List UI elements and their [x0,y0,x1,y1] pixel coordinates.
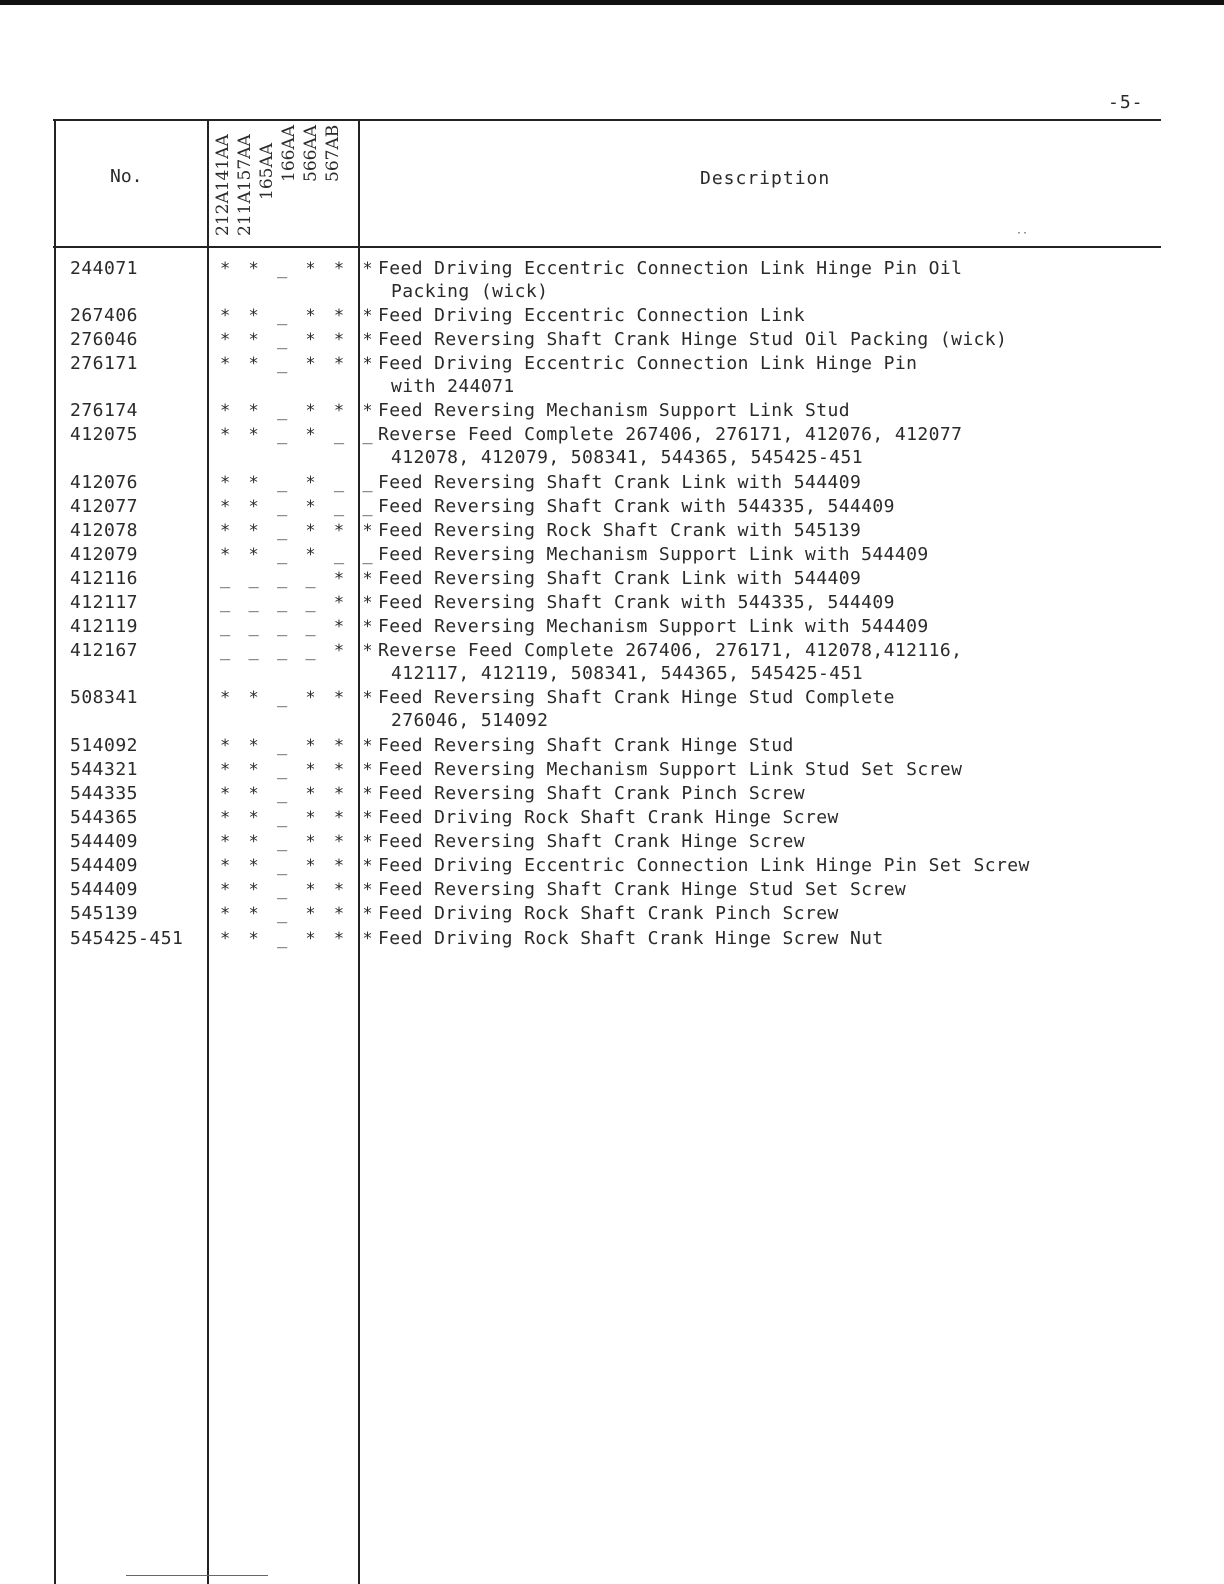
table-top-rule [53,119,1161,121]
part-number: 544409 [70,831,139,852]
part-description: Feed Reversing Shaft Crank Hinge Screw [378,831,806,852]
part-number: 544409 [70,855,139,876]
part-description: Feed Reversing Shaft Crank Hinge Stud Oil Packing (wick) [378,329,1008,350]
model-applicability: * * _ * * * [220,784,377,804]
part-description: Feed Reversing Rock Shaft Crank with 545139 [378,520,862,541]
table-left-rule [54,119,56,1584]
model-header: 211A157AA [235,134,255,236]
part-description: Feed Reversing Shaft Crank Hinge Stud Complete 276046, 514092 [378,687,895,731]
part-description: Feed Reversing Shaft Crank Hinge Stud Set Screw [378,879,907,900]
bottom-scan-line [126,1575,268,1576]
part-number: 412076 [70,472,139,493]
part-description: Feed Reversing Shaft Crank with 544335, 544409 [378,496,895,517]
model-header: 165AA [257,142,277,200]
part-description: Feed Driving Eccentric Connection Link Hinge Pin with 244071 [378,353,918,397]
part-number: 276046 [70,329,139,350]
part-number: 412119 [70,616,139,637]
model-applicability: * * _ * * * [220,832,377,852]
part-number: 276171 [70,353,139,374]
part-number: 545139 [70,903,139,924]
model-applicability: * * _ * * * [220,904,377,924]
part-number: 508341 [70,687,139,708]
model-applicability: * * _ * _ _ [220,425,377,445]
part-description: Feed Reversing Shaft Crank Link with 544409 [378,568,862,589]
part-description: Feed Driving Rock Shaft Crank Hinge Screw Nut [378,928,884,949]
part-description: Feed Reversing Mechanism Support Link with 544409 [378,544,929,565]
part-description: Reverse Feed Complete 267406, 276171, 412076, 412077 412078, 412079, 508341, 544365, 545425-451 [378,424,963,468]
model-applicability: * * _ * * * [220,808,377,828]
part-number: 412117 [70,592,139,613]
model-applicability: * * _ * _ _ [220,497,377,517]
model-applicability: * * _ * * * [220,354,377,374]
part-description: Feed Driving Eccentric Connection Link [378,305,806,326]
column-header-no: No. [110,166,143,187]
model-applicability: * * _ * * * [220,929,377,949]
part-number: 412078 [70,520,139,541]
page-number: -5- [1108,92,1144,113]
model-applicability: * * _ * * * [220,306,377,326]
part-description: Feed Reversing Shaft Crank Pinch Screw [378,783,806,804]
part-number: 545425-451 [70,928,184,949]
model-applicability: _ _ _ _ * * [220,617,377,637]
part-number: 544409 [70,879,139,900]
header-bottom-rule [53,246,1161,248]
part-description: Feed Reversing Shaft Crank Link with 544409 [378,472,862,493]
part-number: 276174 [70,400,139,421]
model-applicability: * * _ * * * [220,880,377,900]
model-applicability: * * _ * * * [220,760,377,780]
column-header-description: Description [700,168,831,189]
part-number: 412075 [70,424,139,445]
part-number: 544321 [70,759,139,780]
part-description: Feed Reversing Mechanism Support Link with 544409 [378,616,929,637]
part-description: Feed Reversing Mechanism Support Link Stud Set Screw [378,759,963,780]
model-header: 166AA [279,124,299,182]
part-number: 412077 [70,496,139,517]
model-header: 212A141AA [213,134,233,236]
part-number: 244071 [70,258,139,279]
part-description: Feed Driving Rock Shaft Crank Pinch Screw [378,903,839,924]
part-number: 412079 [70,544,139,565]
part-description: Feed Reversing Shaft Crank with 544335, 544409 [378,592,895,613]
top-edge-bar [0,0,1224,5]
part-description: Feed Driving Eccentric Connection Link Hinge Pin Oil Packing (wick) [378,258,963,302]
part-description: Reverse Feed Complete 267406, 276171, 412078,412116, 412117, 412119, 508341, 544365, 545425-451 [378,640,963,684]
model-applicability: * * _ * * * [220,521,377,541]
model-applicability: _ _ _ _ * * [220,593,377,613]
part-number: 544335 [70,783,139,804]
stray-mark: ·· [1016,228,1029,239]
model-applicability: * * _ * * * [220,736,377,756]
model-applicability: * * _ * * * [220,856,377,876]
no-column-rule [207,119,209,1584]
model-header: 567AB [323,124,343,182]
part-description: Feed Driving Rock Shaft Crank Hinge Screw [378,807,839,828]
part-description: Feed Reversing Mechanism Support Link Stud [378,400,850,421]
model-applicability: * * _ * * * [220,330,377,350]
model-applicability: * * _ * * * [220,259,377,279]
part-description: Feed Reversing Shaft Crank Hinge Stud [378,735,794,756]
model-applicability: * * _ * * * [220,401,377,421]
part-number: 514092 [70,735,139,756]
model-applicability: * * _ * * * [220,688,377,708]
part-number: 412167 [70,640,139,661]
model-header: 566AA [301,124,321,182]
model-applicability: _ _ _ _ * * [220,569,377,589]
part-number: 412116 [70,568,139,589]
model-applicability: _ _ _ _ * * [220,641,377,661]
part-number: 544365 [70,807,139,828]
model-applicability: * * _ * _ _ [220,473,377,493]
part-number: 267406 [70,305,139,326]
model-applicability: * * _ * _ _ [220,545,377,565]
part-description: Feed Driving Eccentric Connection Link Hinge Pin Set Screw [378,855,1030,876]
